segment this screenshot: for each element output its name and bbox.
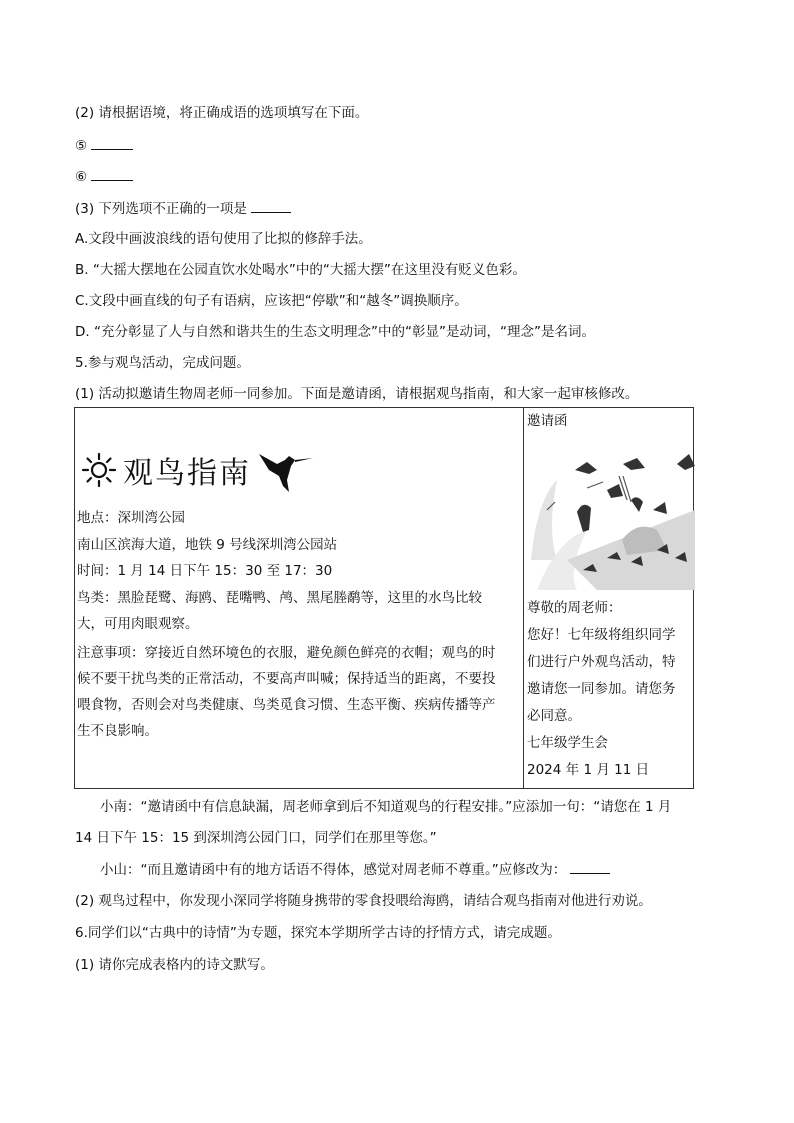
xiaoshan-text: 小山：“而且邀请函中有的地方话语不得体，感觉对周老师不尊重。”应修改为：	[100, 862, 567, 878]
xiaonan-line-1: 小南：“邀请函中有信息缺漏，周老师拿到后不知道观鸟的行程安排。”应添加一句：“请您在 1 月	[100, 799, 672, 815]
question-6: 6.同学们以“古典中的诗情”为专题，探究本学期所学古诗的抒情方式，请完成题。	[75, 925, 561, 941]
question-5-1: (1) 活动拟邀请生物周老师一同参加。下面是邀请函，请根据观鸟指南，和大家一起审核修改。	[75, 386, 639, 402]
question-4-2: (2) 请根据语境，将正确成语的选项填写在下面。	[75, 105, 369, 121]
question-6-1: (1) 请你完成表格内的诗文默写。	[75, 957, 274, 973]
question-4-3	[75, 198, 291, 219]
answer-blank[interactable]	[91, 135, 133, 150]
xiaoshan-line	[100, 859, 610, 880]
invite-body-line-3: 邀请您一同参加。请您务	[527, 681, 676, 697]
guide-notes-line-3: 喂食物，否则会对鸟类健康、鸟类觅食习惯、生态平衡、疾病传播等产	[77, 697, 496, 713]
birdwatch-table	[74, 407, 694, 789]
invite-body-line-1: 您好！七年级将组织同学	[527, 627, 676, 643]
question-4-3-text: (3) 下列选项不正确的一项是	[75, 201, 247, 217]
circled-number-6: ⑥	[75, 169, 88, 185]
option-d: D. “充分彰显了人与自然和谐共生的生态文明理念”中的“彰显”是动词，“理念”是名词。	[75, 324, 595, 340]
answer-line-5	[75, 135, 133, 156]
answer-line-6	[75, 166, 133, 187]
guide-notes-line-4: 生不良影响。	[77, 723, 158, 739]
option-c: C.文段中画直线的句子有语病，应该把“停歇”和“越冬”调换顺序。	[75, 293, 468, 309]
birds-illustration	[527, 440, 695, 590]
guide-title	[81, 446, 315, 494]
answer-blank[interactable]	[251, 198, 291, 213]
invite-signature: 七年级学生会	[527, 735, 608, 751]
circled-number-5: ⑤	[75, 138, 88, 154]
invite-body-line-2: 们进行户外观鸟活动，特	[527, 654, 676, 670]
answer-blank[interactable]	[570, 859, 610, 874]
guide-birds-line-2: 大，可用肉眼观察。	[77, 616, 199, 632]
guide-notes-line-2: 候不要干扰鸟类的正常活动，不要高声叫喊；保持适当的距离，不要投	[77, 671, 496, 687]
option-a: A.文段中画波浪线的语句使用了比拟的修辞手法。	[75, 231, 372, 247]
answer-blank[interactable]	[91, 166, 133, 181]
xiaonan-line-2: 14 日下午 15：15 到深圳湾公园门口，同学们在那里等您。”	[75, 830, 437, 846]
guide-address: 南山区滨海大道，地铁 9 号线深圳湾公园站	[77, 537, 338, 553]
question-5-2: (2) 观鸟过程中，你发现小深同学将随身携带的零食投喂给海鸥，请结合观鸟指南对他进行劝说。	[75, 893, 652, 909]
guide-time: 时间：1 月 14 日下午 15：30 至 17：30	[77, 563, 333, 579]
hummingbird-icon	[255, 446, 315, 494]
option-b: B. “大摇大摆地在公园直饮水处喝水”中的“大摇大摆”在这里没有贬义色彩。	[75, 262, 526, 278]
invite-greeting: 尊敬的周老师：	[527, 600, 622, 616]
question-5: 5.参与观鸟活动，完成问题。	[75, 355, 250, 371]
guide-location: 地点：深圳湾公园	[77, 510, 185, 526]
invite-body-line-4: 必同意。	[527, 708, 581, 724]
table-divider	[523, 408, 524, 788]
guide-notes-line-1: 注意事项：穿接近自然环境色的衣服，避免颜色鲜亮的衣帽；观鸟的时	[77, 645, 496, 661]
guide-title-text: 观鸟指南	[123, 456, 251, 491]
guide-birds-line-1: 鸟类：黑脸琵鹭、海鸥、琵嘴鸭、鸬、黑尾塍鹬等，这里的水鸟比较	[77, 590, 482, 606]
invite-title: 邀请函	[527, 413, 568, 429]
sun-icon	[81, 452, 117, 488]
invite-date: 2024 年 1 月 11 日	[527, 762, 650, 778]
